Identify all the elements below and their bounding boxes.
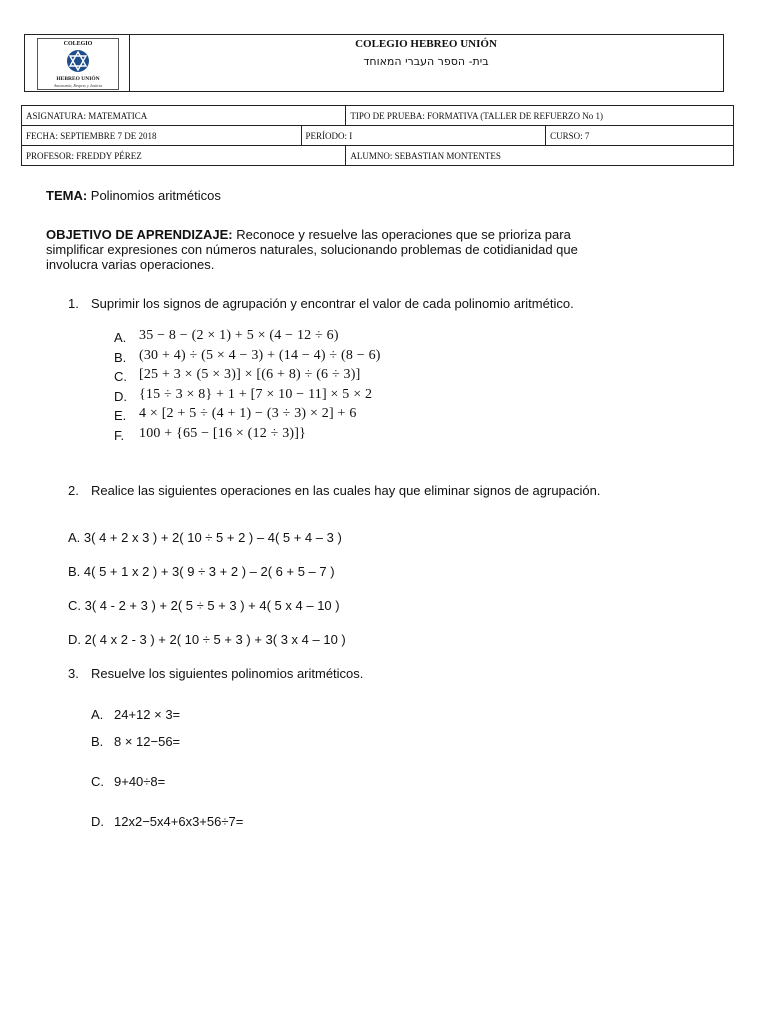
objetivo-text-1: Reconoce y resuelve las operaciones que se prioriza para (232, 227, 571, 242)
q1-item-a-expr: 35 − 8 − (2 × 1) + 5 × (4 − 12 ÷ 6) (139, 328, 339, 343)
objetivo-line-3: involucra varias operaciones. (46, 257, 215, 272)
q3-item-c-expr: 9+40÷8= (114, 774, 166, 789)
objetivo-label: OBJETIVO DE APRENDIZAJE: (46, 227, 233, 242)
q3-item-d-label: D. (91, 814, 104, 829)
asignatura-cell: ASIGNATURA: MATEMATICA (22, 106, 346, 126)
q1-item-c-expr: [25 + 3 × (5 × 3)] × [(6 + 8) ÷ (6 ÷ 3)] (139, 367, 361, 382)
question-1-text: Suprimir los signos de agrupación y encontrar el valor de cada polinomio aritmético. (91, 296, 574, 311)
q2-item-c: C. 3( 4 - 2 + 3 ) + 2( 5 ÷ 5 + 3 ) + 4( 5 x 4 – 10 ) (68, 598, 340, 613)
tema-label: TEMA: (46, 188, 88, 203)
q1-item-e-expr: 4 × [2 + 5 ÷ (4 + 1) − (3 ÷ 3) × 2] + 6 (139, 406, 357, 421)
fecha-cell: FECHA: SEPTIEMBRE 7 DE 2018 (22, 126, 302, 146)
objetivo-block (46, 227, 686, 272)
alumno-cell: ALUMNO: SEBASTIAN MONTENTES (346, 146, 734, 166)
q3-item-a-label: A. (91, 707, 104, 722)
q1-item-a-label: A. (114, 330, 127, 345)
tema-text: Polinomios aritméticos (87, 188, 221, 203)
curso-cell: CURSO: 7 (546, 126, 734, 146)
school-header (24, 34, 724, 92)
objetivo-line-2: simplificar expresiones con números naturales, solucionando problemas de cotidianidad que (46, 242, 578, 257)
tipo-prueba-cell: TIPO DE PRUEBA: FORMATIVA (TALLER DE REFUERZO No 1) (346, 106, 734, 126)
question-3-number: 3. (68, 666, 79, 681)
q1-item-d-expr: {15 ÷ 3 × 8} + 1 + [7 × 10 − 11] × 5 × 2 (139, 387, 373, 402)
q1-item-d-label: D. (114, 389, 127, 404)
question-2-number: 2. (68, 483, 79, 498)
question-1-number: 1. (68, 296, 79, 311)
q1-item-f-label: F. (114, 428, 125, 443)
question-3-text: Resuelve los siguientes polinomios aritméticos. (91, 666, 364, 681)
info-table (21, 105, 734, 166)
q2-item-a: A. 3( 4 + 2 x 3 ) + 2( 10 ÷ 5 + 2 ) – 4( 5 + 4 – 3 ) (68, 530, 342, 545)
question-2-text: Realice las siguientes operaciones en las cuales hay que eliminar signos de agrupación. (91, 483, 601, 498)
q3-item-b-expr: 8 × 12−56= (114, 734, 181, 749)
objetivo-line-1 (46, 227, 686, 242)
school-name: COLEGIO HEBREO UNIÓN (355, 38, 497, 50)
q1-item-c-label: C. (114, 369, 127, 384)
q2-item-b: B. 4( 5 + 1 x 2 ) + 3( 9 ÷ 3 + 2 ) – 2( 6 + 5 – 7 ) (68, 564, 335, 579)
q1-item-e-label: E. (114, 408, 127, 423)
star-of-david-icon (66, 49, 90, 73)
periodo-cell: PERÍODO: I (301, 126, 546, 146)
school-hebrew-name: בית- הספר העברי המאוחד (363, 55, 489, 68)
q1-item-f-expr: 100 + {65 − [16 × (12 ÷ 3)]} (139, 426, 307, 441)
q3-item-b-label: B. (91, 734, 104, 749)
q3-item-a-expr: 24+12 × 3= (114, 707, 181, 722)
q3-item-c-label: C. (91, 774, 104, 789)
logo-cell (25, 35, 130, 91)
q1-item-b-expr: (30 + 4) ÷ (5 × 4 − 3) + (14 − 4) ÷ (8 − 6) (139, 348, 381, 363)
q2-item-d: D. 2( 4 x 2 - 3 ) + 2( 10 ÷ 5 + 3 ) + 3( 3 x 4 – 10 ) (68, 632, 346, 647)
tema-line (46, 188, 221, 203)
logo-top-text: COLEGIO (63, 41, 93, 47)
profesor-cell: PROFESOR: FREDDY PÉREZ (22, 146, 346, 166)
school-logo (37, 38, 119, 90)
q1-item-b-label: B. (114, 350, 127, 365)
q3-item-d-expr: 12x2−5x4+6x3+56÷7= (114, 814, 244, 829)
logo-bottom-text: HEBREO UNIÓN (56, 76, 100, 82)
logo-motto: Autonomía, Respeto y Justicia (53, 83, 103, 88)
